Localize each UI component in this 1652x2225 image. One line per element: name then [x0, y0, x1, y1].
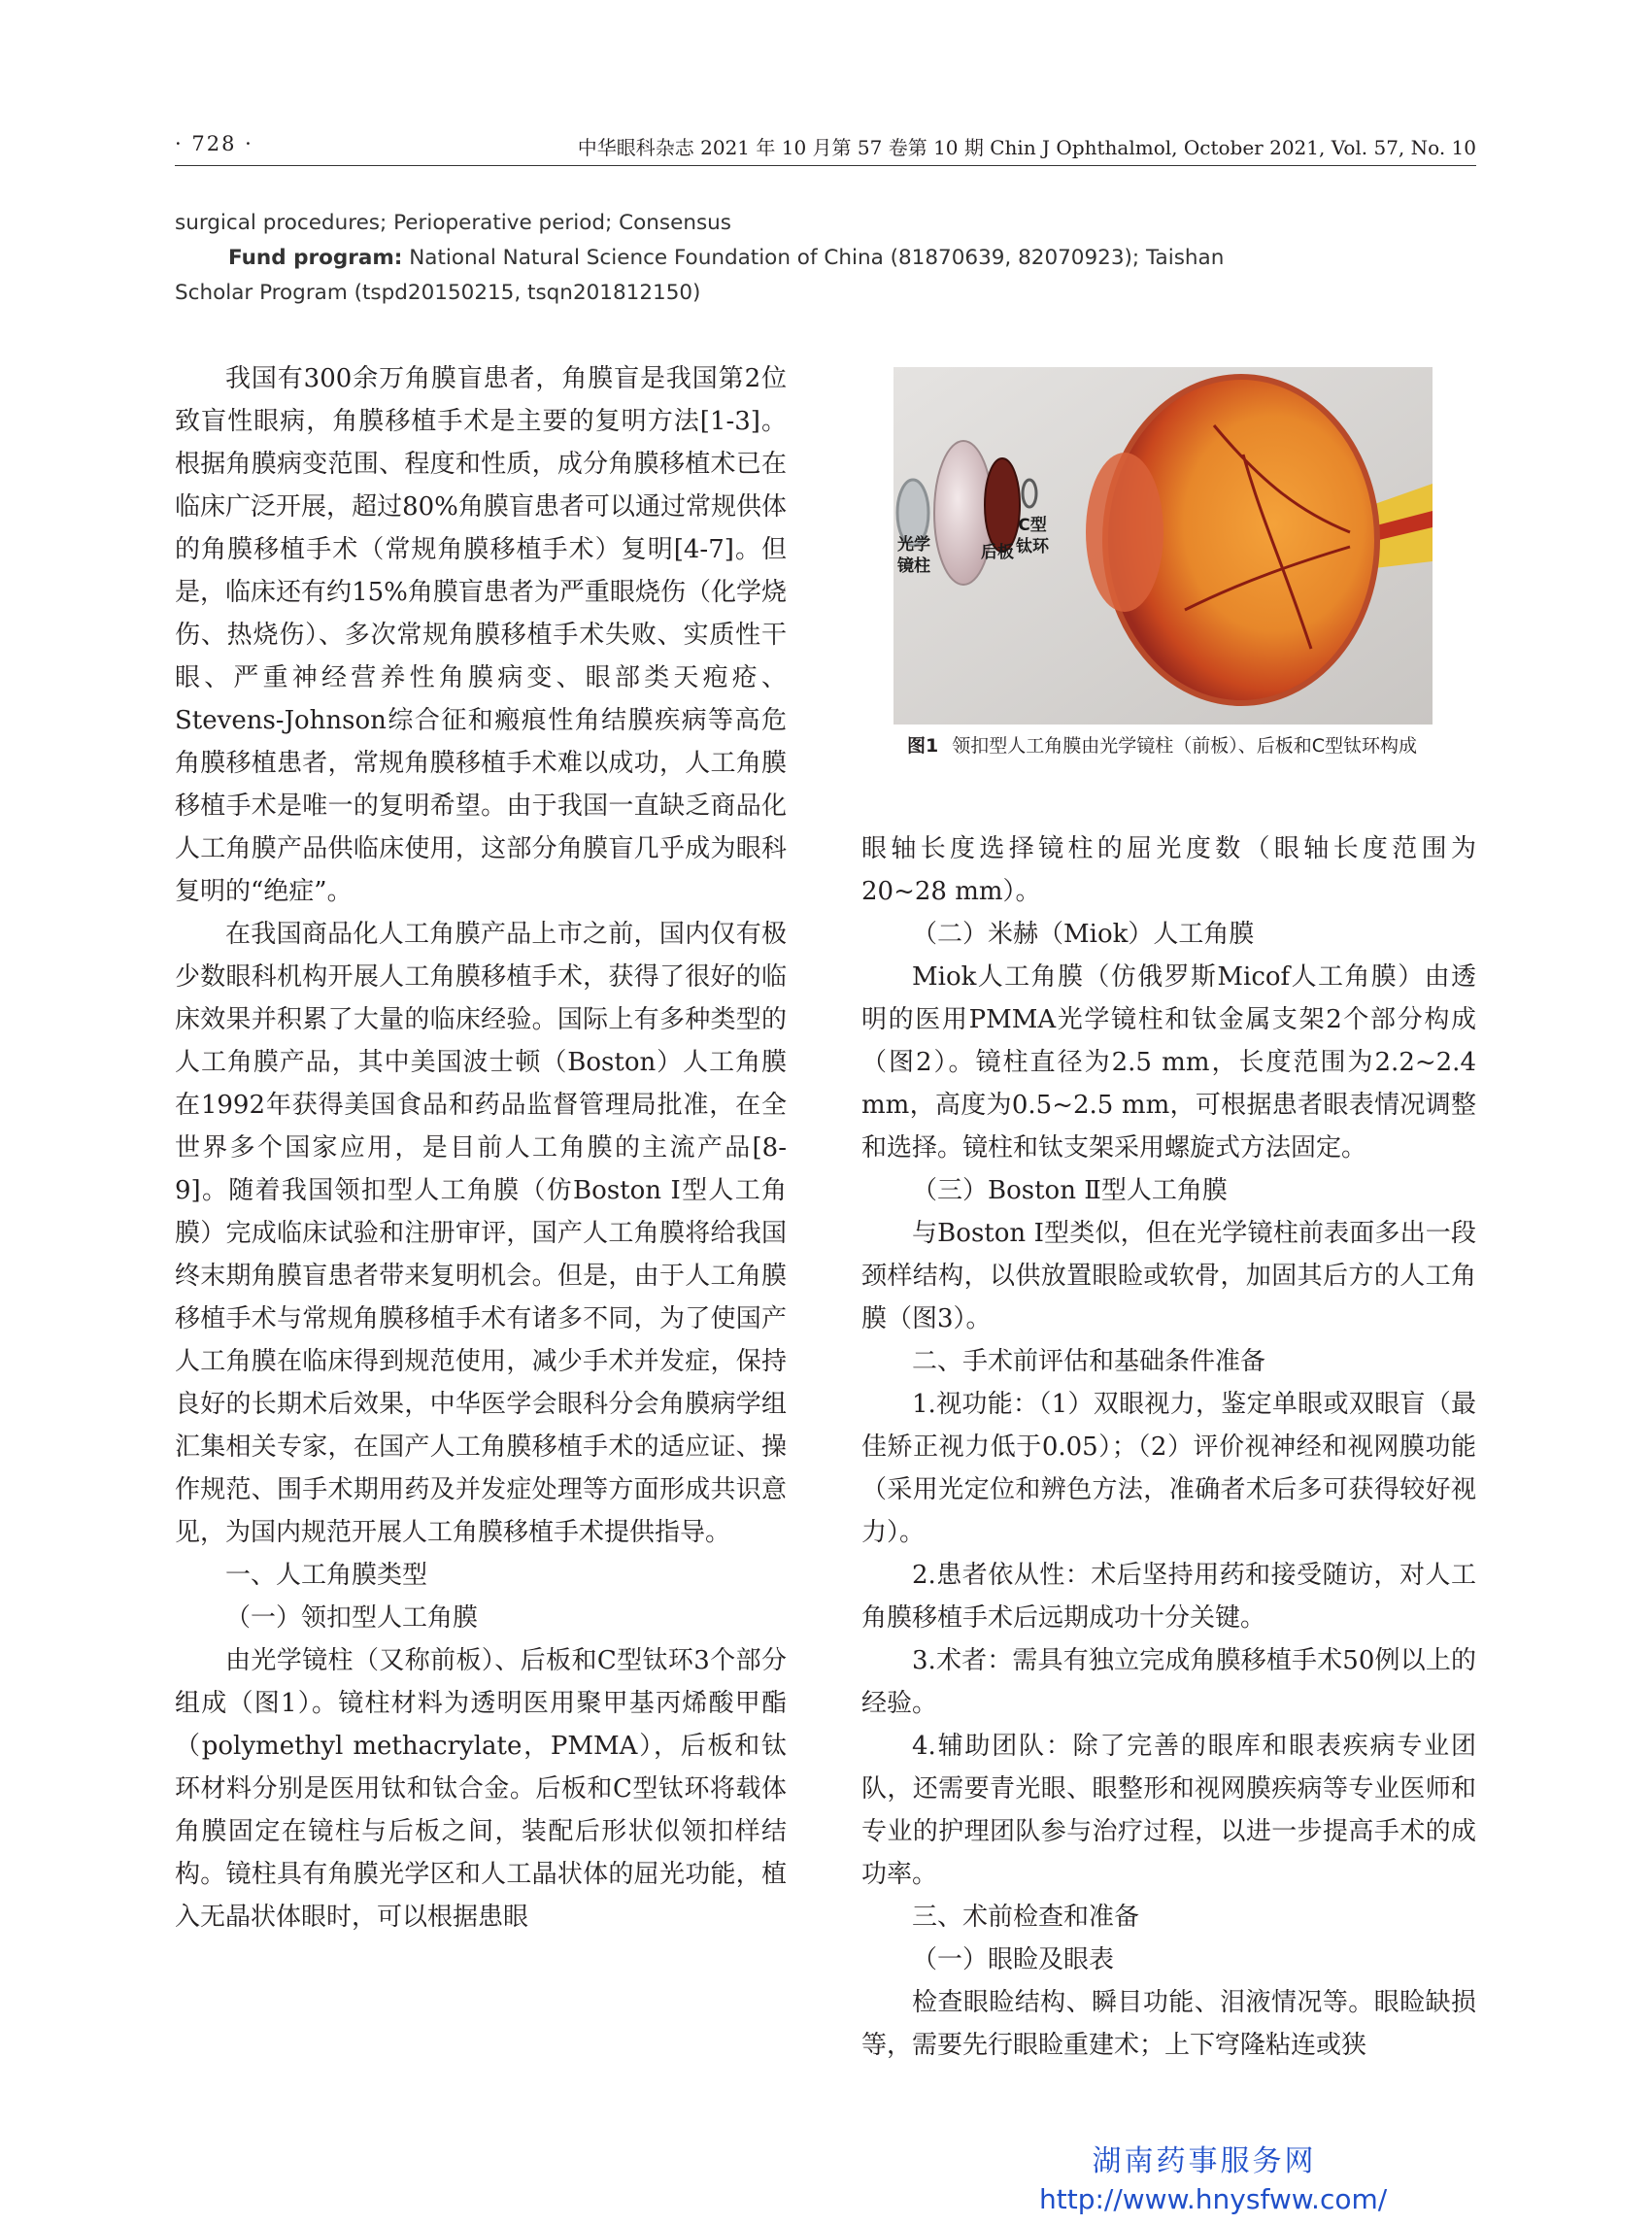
paragraph: 4.辅助团队：除了完善的眼库和眼表疾病专业团队，还需要青光眼、眼整形和视网膜疾病等专业医师和专业的护理团队参与治疗过程，以进一步提高手术的成功率。 [861, 1732, 1476, 1889]
subsection-heading: （一）眼睑及眼表 [912, 1945, 1115, 1974]
paragraph: 在我国商品化人工角膜产品上市之前，国内仅有极少数眼科机构开展人工角膜移植手术，获得了很好的临床效果并积累了大量的临床经验。国际上有多种类型的人工角膜产品，其中美国波士顿（Boston）人工角膜在1992年获得美国食品和药品监督管理局批准，在全世界多个国家应用，是目前人工角膜的主流产品[8-9]。随着我国领扣型人工角膜（仿Boston Ⅰ型人工角膜）完成临床试验和注册审评，国产人工角膜将给我国终末期角膜盲患者带来复明机会。但是，由于人工角膜移植手术与常规角膜移植手术有诸多不同，为了使国产人工角膜在临床得到规范使用，减少手术并发症，保持良好的长期术后效果，中华医学会眼科分会角膜病学组汇集相关专家，在国产人工角膜移植手术的适应证、操作规范、围手术期用药及并发症处理等方面形成共识意见，为国内规范开展人工角膜移植手术提供指导。 [175, 920, 787, 1547]
keywords-line: surgical procedures; Perioperative period; Consensus [175, 211, 731, 235]
paragraph: Miok人工角膜（仿俄罗斯Micof人工角膜）由透明的医用PMMA光学镜柱和钛金属支架2个部分构成（图2）。镜柱直径为2.5 mm，长度范围为2.2~2.4 mm，高度为0.5~2.5 mm，可根据患者眼表情况调整和选择。镜柱和钛支架采用螺旋式方法固定。 [861, 962, 1476, 1163]
paragraph: 2.患者依从性：术后坚持用药和接受随访，对人工角膜移植手术后远期成功十分关键。 [861, 1561, 1476, 1633]
paragraph: 由光学镜柱（又称前板）、后板和C型钛环3个部分组成（图1）。镜柱材料为透明医用聚甲基丙烯酸甲酯（polymethyl methacrylate，PMMA），后板和钛环材料分别是医用钛和钛合金。后板和C型钛环将载体角膜固定在镜柱与后板之间，装配后形状似领扣样结构。镜柱具有角膜光学区和人工晶状体的屈光功能，植入无晶状体眼时，可以根据患眼 [175, 1646, 787, 1932]
label-c-ring: C型 钛环 [1016, 516, 1049, 556]
subsection-heading: （一）领扣型人工角膜 [225, 1603, 479, 1633]
figure-number: 图1 [907, 735, 939, 757]
section-heading: 二、手术前评估和基础条件准备 [912, 1347, 1266, 1376]
watermark [1039, 2137, 1388, 2215]
paragraph: 眼轴长度选择镜柱的屈光度数（眼轴长度范围为20~28 mm）。 [861, 834, 1476, 906]
paragraph: 与Boston Ⅰ型类似，但在光学镜柱前表面多出一段颈样结构，以供放置眼睑或软骨，加固其后方的人工角膜（图3）。 [861, 1219, 1476, 1333]
abstract-tail [175, 206, 1301, 311]
fund-text-1: National Natural Science Foundation of China (81870639, 82070923); Taishan [402, 246, 1225, 270]
paragraph: 1.视功能：（1）双眼视力，鉴定单眼或双眼盲（最佳矫正视力低于0.05）；（2）评价视神经和视网膜功能（采用光定位和辨色方法，准确者术后多可获得较好视力）。 [861, 1390, 1476, 1547]
label-back-plate: 后板 [981, 543, 1014, 562]
eye-lens [1086, 453, 1163, 612]
back-plate [985, 458, 1020, 552]
fund-label: Fund program: [228, 246, 403, 270]
watermark-site-name: 湖南药事服务网 [1092, 2144, 1317, 2178]
page-number: · 728 · [175, 132, 253, 155]
label-optic-cylinder: 光学 镜柱 [897, 535, 930, 576]
left-column [175, 357, 787, 1938]
fund-text-2: Scholar Program (tspd20150215, tsqn201812150) [175, 281, 701, 305]
figure-1-image [893, 367, 1433, 725]
section-heading: 一、人工角膜类型 [225, 1561, 428, 1590]
running-header [175, 126, 1476, 166]
caption-text: 领扣型人工角膜由光学镜柱（前板）、后板和C型钛环构成 [952, 735, 1418, 757]
right-column [861, 827, 1476, 2067]
journal-citation: 中华眼科杂志 2021 年 10 月第 57 卷第 10 期 Chin J Ophthalmol, October 2021, Vol. 57, No. 10 [577, 136, 1476, 159]
figure-1-caption [907, 730, 1461, 762]
paragraph: 3.术者：需具有独立完成角膜移植手术50例以上的经验。 [861, 1646, 1476, 1718]
paragraph: 我国有300余万角膜盲患者，角膜盲是我国第2位致盲性眼病，角膜移植手术是主要的复明方法[1-3]。根据角膜病变范围、程度和性质，成分角膜移植术已在临床广泛开展，超过80%角膜盲患者可以通过常规供体的角膜移植手术（常规角膜移植手术）复明[4-7]。但是，临床还有约15%角膜盲患者为严重眼烧伤（化学烧伤、热烧伤）、多次常规角膜移植手术失败、实质性干眼、严重神经营养性角膜病变、眼部类天疱疮、Stevens-Johnson综合征和瘢痕性角结膜疾病等高危角膜移植患者，常规角膜移植手术难以成功，人工角膜移植手术是唯一的复明希望。由于我国一直缺乏商品化人工角膜产品供临床使用，这部分角膜盲几乎成为眼科复明的“绝症”。 [175, 364, 787, 906]
fund-line [175, 241, 1301, 276]
section-heading: 三、术前检查和准备 [912, 1903, 1140, 1932]
watermark-url[interactable]: http://www.hnysfww.com/ [1039, 2183, 1388, 2215]
eye-illustration [893, 367, 1433, 725]
subsection-heading: （三）Boston Ⅱ型人工角膜 [912, 1176, 1228, 1205]
paragraph: 检查眼睑结构、瞬目功能、泪液情况等。眼睑缺损等，需要先行眼睑重建术；上下穹隆粘连或狭 [861, 1988, 1476, 2060]
subsection-heading: （二）米赫（Miok）人工角膜 [912, 920, 1255, 949]
